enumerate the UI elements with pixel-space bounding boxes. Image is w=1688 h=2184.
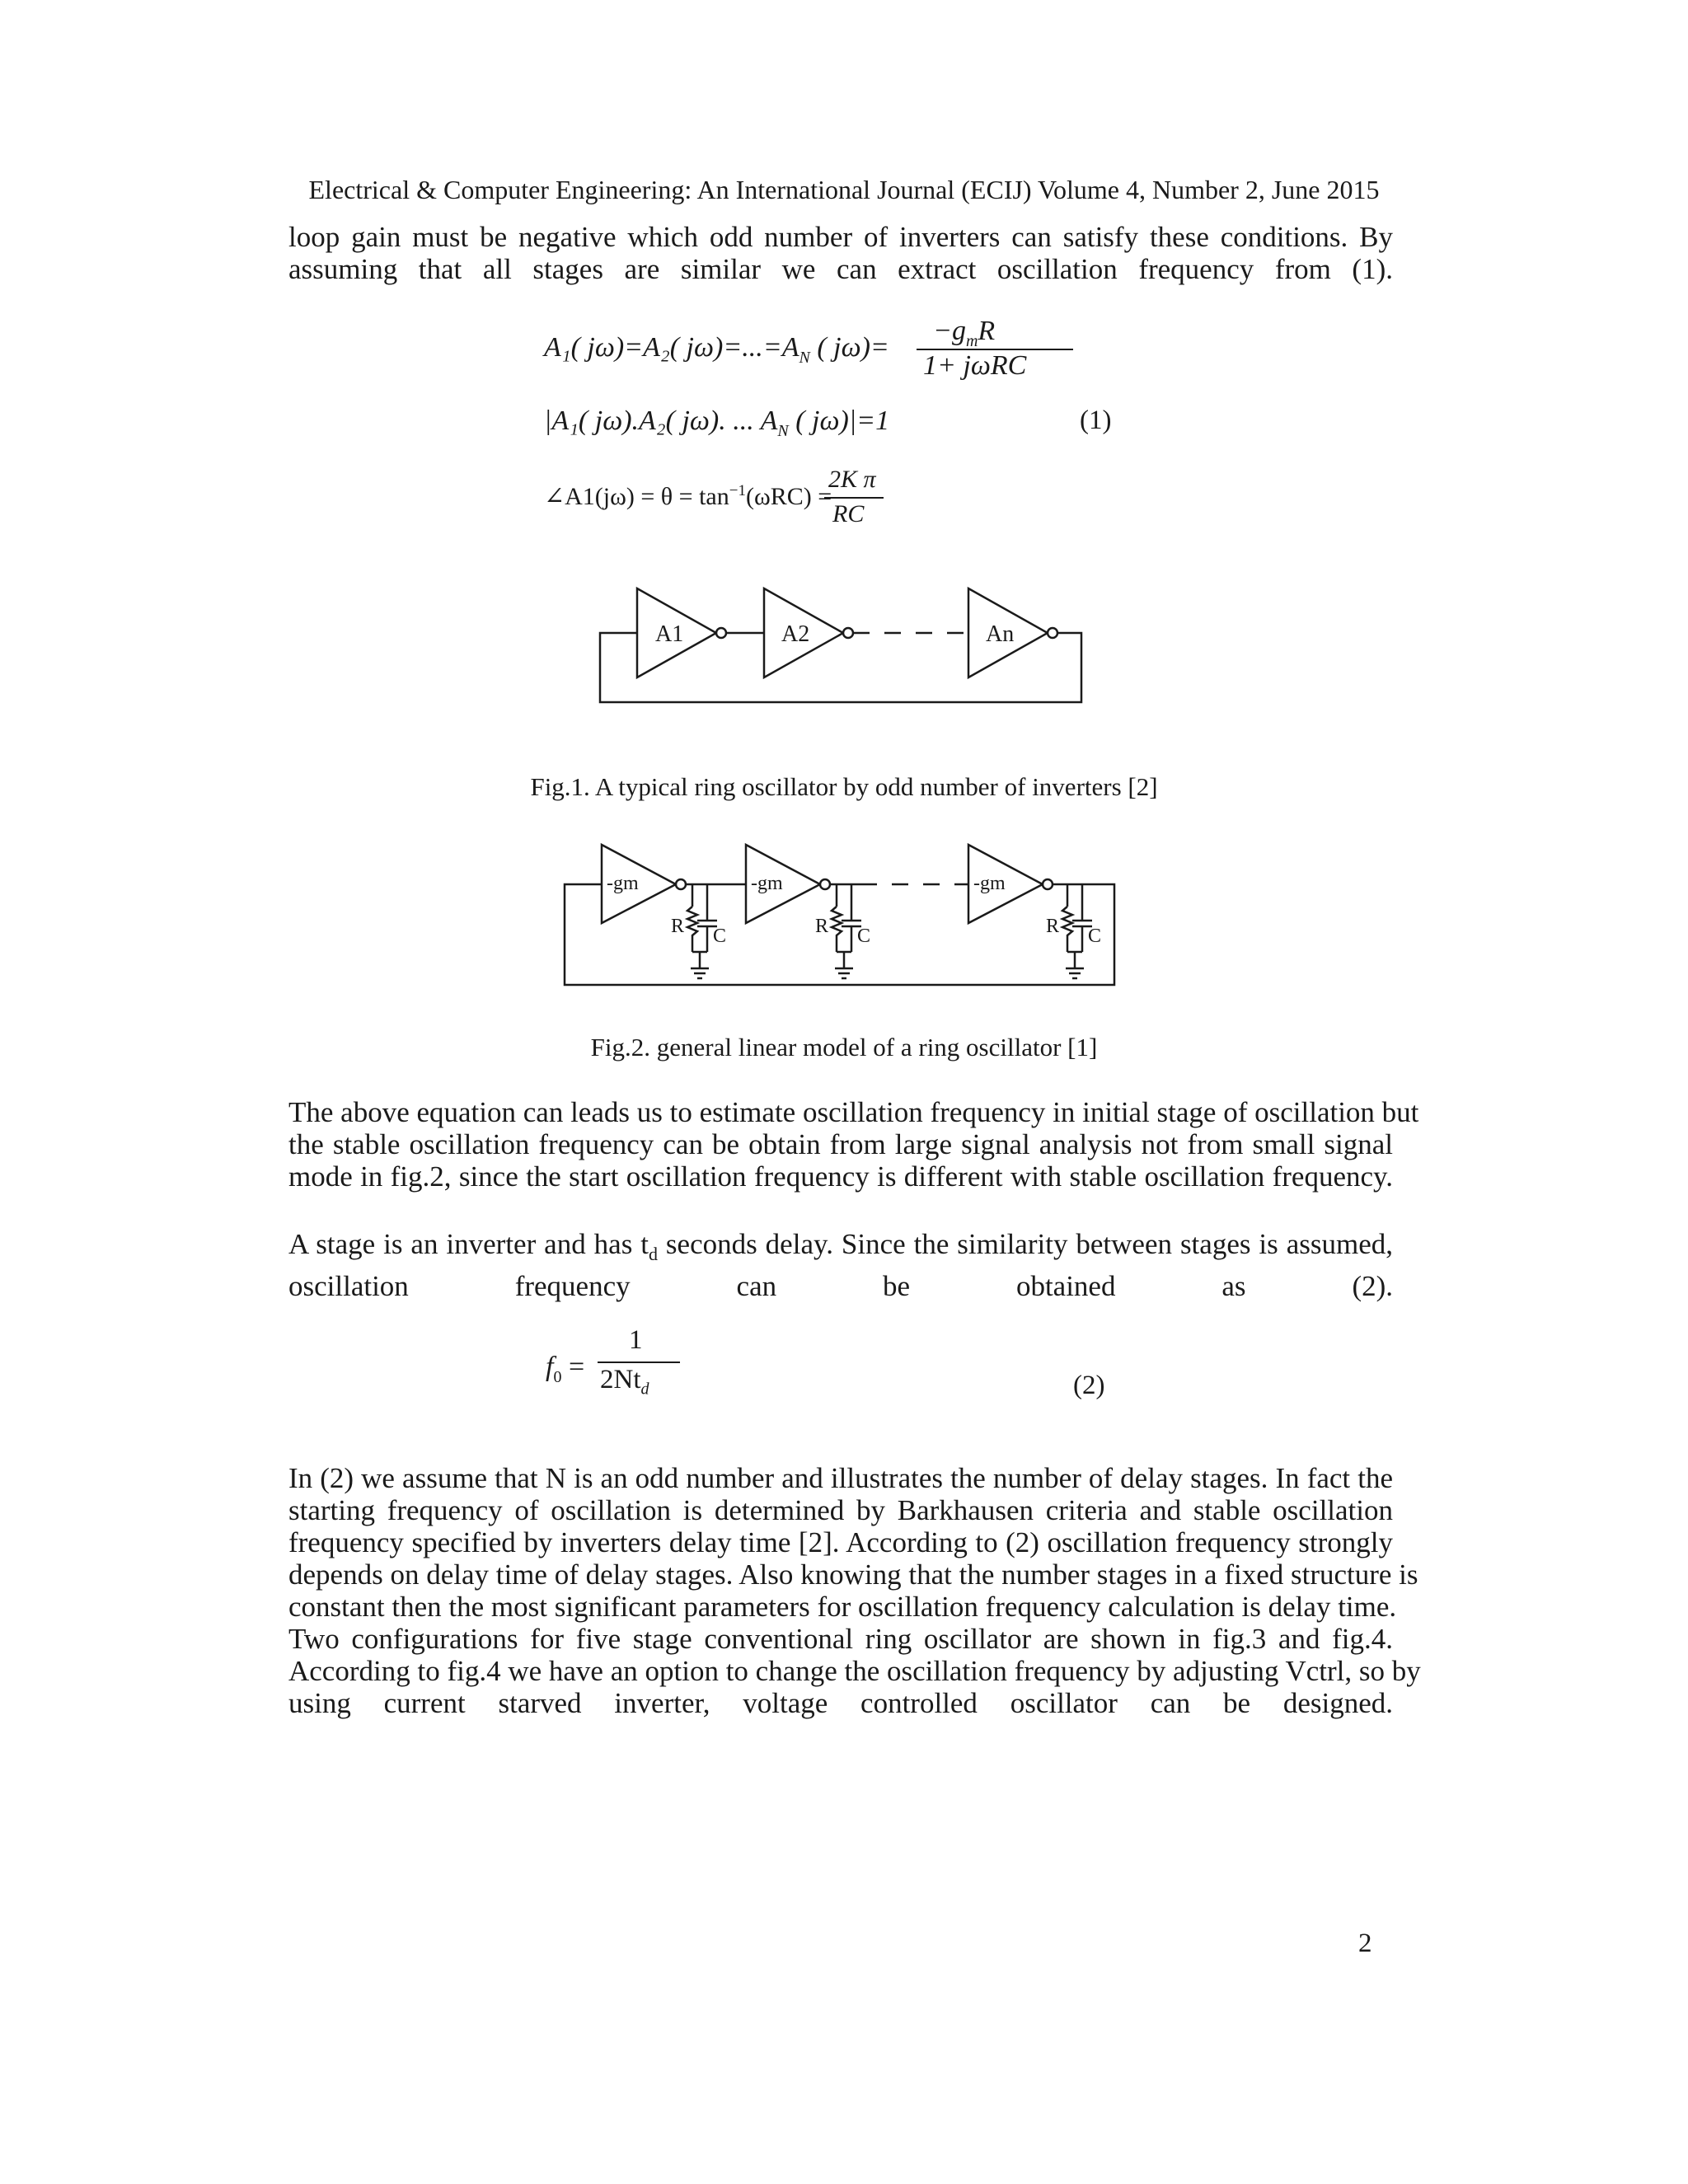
- equation-1-line-1: [544, 316, 1121, 381]
- intro-line-2: assuming that all stages are similar we can extract oscillation frequency from (1).: [288, 253, 1393, 285]
- fig2-stage-n-resistor: [1062, 907, 1072, 952]
- eq1-line3-den: RC: [832, 500, 865, 527]
- eq1-sub-n: N: [799, 348, 810, 367]
- eq1-line3-num: 2K π: [828, 466, 876, 493]
- para2-line-2: oscillation frequency can be obtained as (2).: [288, 1270, 1393, 1302]
- figure-2-linear-model: [560, 837, 1129, 993]
- para2-line-1-sub: d: [648, 1244, 658, 1264]
- fig2-stage-2-label: -gm: [751, 873, 783, 894]
- fig2-stage-n-c-label: C: [1088, 926, 1102, 947]
- eq2-den: 2Nt: [600, 1365, 641, 1394]
- eq1-den: 1+ jωRC: [923, 350, 1027, 381]
- eq2-lhs: f: [546, 1352, 554, 1382]
- fig2-stage-n-r-label: R: [1046, 916, 1060, 937]
- eq1-line3: ∠A1(jω) = θ = tan: [544, 483, 729, 510]
- fig2-stage-1-bubble: [676, 879, 686, 889]
- figure-2-caption: Fig.2. general linear model of a ring oscillator [1]: [590, 1033, 1098, 1062]
- equation-1-number: (1): [1080, 405, 1112, 435]
- paragraph-2: [288, 1228, 1393, 1302]
- para3-line-3: frequency specified by inverters delay time [2]. According to (2) oscillation frequency strongly: [288, 1526, 1393, 1558]
- fig2-stage-2-resistor: [832, 907, 842, 952]
- running-header: Electrical & Computer Engineering: An International Journal (ECIJ) Volume 4, Number 2, June 2015: [308, 175, 1380, 204]
- eq2-num: 1: [629, 1325, 643, 1355]
- intro-line-1: loop gain must be negative which odd number of inverters can satisfy these conditions. By: [288, 221, 1393, 253]
- eq1-line2-sub: N: [777, 421, 789, 440]
- para3-line-1: In (2) we assume that N is an odd number and illustrates the number of delay stages. In fact the: [288, 1462, 1393, 1494]
- figure-1-caption: Fig.1. A typical ring oscillator by odd number of inverters [2]: [530, 772, 1158, 801]
- eq1-num: −g: [933, 316, 966, 346]
- fig1-bubble-a2: [843, 628, 853, 638]
- equation-2-number: (2): [1073, 1371, 1105, 1400]
- figure-1-ring-oscillator: [593, 577, 1104, 717]
- para3-line-4: depends on delay time of delay stages. Also knowing that the number stages in a fixed structure is: [288, 1558, 1418, 1591]
- fig2-stage-2-c-label: C: [857, 926, 871, 947]
- para2-line-1-b: seconds delay. Since the similarity between stages is assumed,: [657, 1228, 1393, 1260]
- para2-line-1-a: A stage is an inverter and has t: [288, 1228, 649, 1260]
- eq1-num-tail: R: [978, 316, 996, 346]
- equation-2: [544, 1327, 709, 1409]
- fig1-label-a2: A2: [781, 621, 810, 647]
- eq1-line2: |A₁( jω).A₂( jω). ... A: [544, 405, 778, 436]
- fig1-bubble-an: [1048, 628, 1057, 638]
- eq1-line2-tail: ( jω)|=1: [795, 405, 890, 436]
- para3-line-8: using current starved inverter, voltage controlled oscillator can be designed.: [288, 1687, 1393, 1719]
- eq2-lhs-sub: 0: [553, 1367, 562, 1386]
- fig1-bubble-a1: [716, 628, 726, 638]
- fig2-stage-2-r-label: R: [815, 916, 829, 937]
- para1-line-2: the stable oscillation frequency can be obtain from large signal analysis not from small signal: [288, 1128, 1393, 1160]
- equation-1-line-3: [544, 466, 956, 532]
- eq2-equals: =: [568, 1352, 585, 1382]
- paragraph-1: [288, 1096, 1419, 1193]
- intro-paragraph: [288, 221, 1393, 285]
- eq1-line3-tail: (ωRC) =: [745, 483, 832, 510]
- eq1-mid: ( jω)=: [817, 332, 889, 363]
- eq1-line3-sup: −1: [729, 482, 746, 499]
- eq1-line3-bar: [824, 497, 884, 499]
- para3-line-5: constant then the most significant parameters for oscillation frequency calculation is delay time.: [288, 1591, 1397, 1623]
- fig2-stage-1-r-label: R: [671, 916, 685, 937]
- eq1-num-sub: m: [965, 331, 978, 350]
- fig2-stage-1-c-label: C: [713, 926, 727, 947]
- eq2-den-sub: d: [640, 1380, 649, 1399]
- page-number: 2: [1358, 1929, 1372, 1958]
- eq1-lhs: A₁( jω)=A₂( jω)=...=A: [544, 332, 799, 363]
- paragraph-3: [288, 1462, 1421, 1719]
- fig2-stage-n-bubble: [1043, 879, 1053, 889]
- para1-line-3: mode in fig.2, since the start oscillation frequency is different with stable oscillation frequency.: [288, 1160, 1393, 1193]
- eq2-fraction-bar: [598, 1361, 680, 1363]
- fig2-stage-n-label: -gm: [973, 873, 1006, 894]
- para1-line-1: The above equation can leads us to estimate oscillation frequency in initial stage of oscillation but: [288, 1096, 1419, 1128]
- fig2-stage-1-label: -gm: [607, 873, 639, 894]
- fig2-stage-2-bubble: [820, 879, 830, 889]
- para3-line-2: starting frequency of oscillation is determined by Barkhausen criteria and stable oscillation: [288, 1494, 1393, 1526]
- para3-line-7: According to fig.4 we have an option to change the oscillation frequency by adjusting Vctrl, so by: [288, 1655, 1421, 1687]
- equation-1-line-2: [544, 405, 889, 441]
- fig1-label-a1: A1: [655, 621, 684, 647]
- para2-line-1: [288, 1228, 1393, 1270]
- fig2-stage-1-resistor: [687, 907, 697, 952]
- fig1-label-an: An: [986, 621, 1015, 647]
- para3-line-6: Two configurations for five stage conventional ring oscillator are shown in fig.3 and fig.4.: [288, 1623, 1393, 1655]
